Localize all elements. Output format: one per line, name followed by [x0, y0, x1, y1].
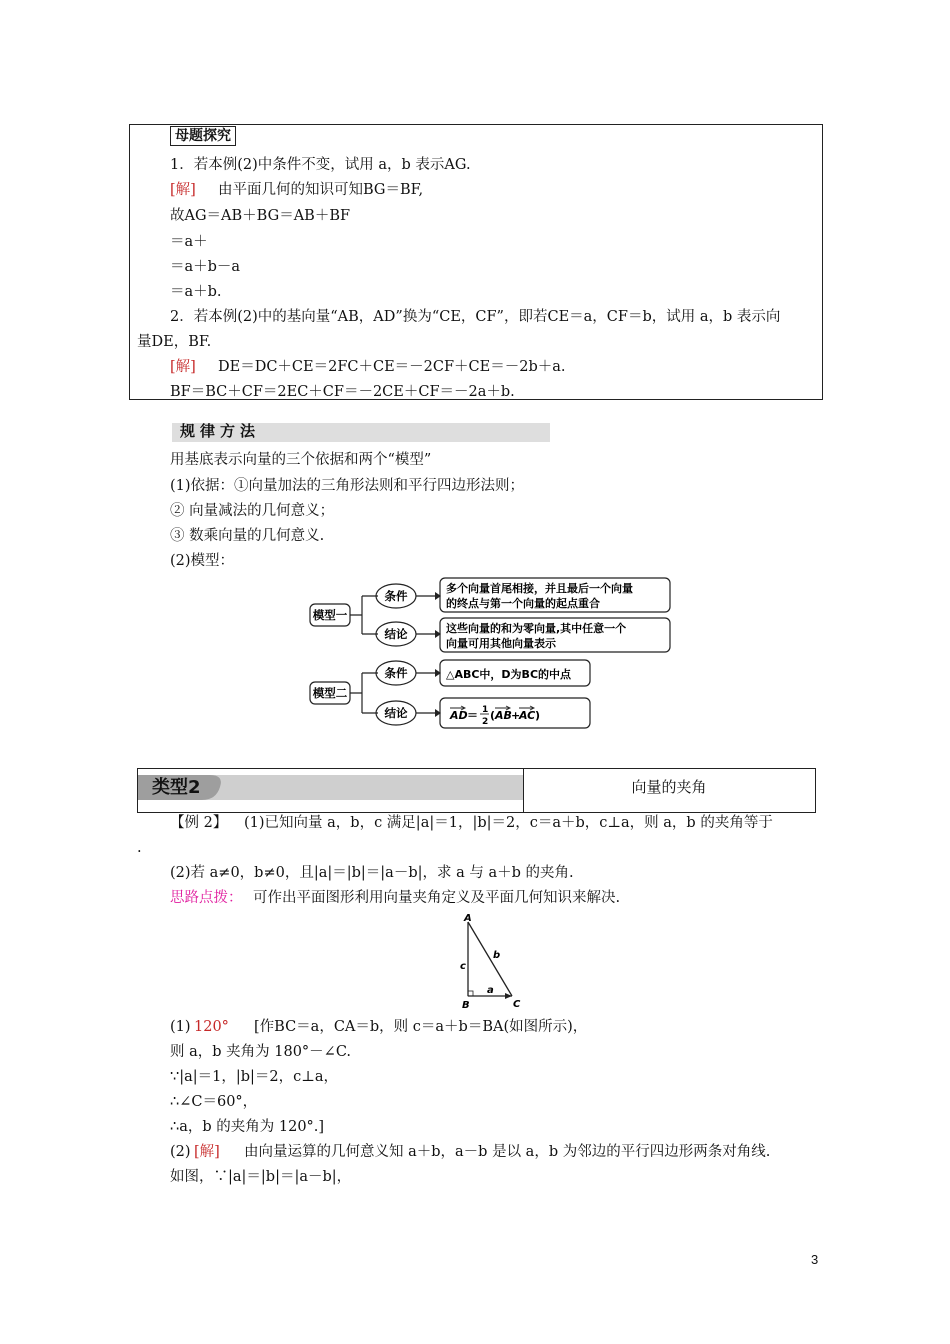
arrowheads — [435, 592, 441, 717]
explore-line-4: ＝a＋ — [170, 234, 208, 250]
right-angle-mark — [468, 991, 473, 996]
m2-conc-den: 2 — [482, 717, 489, 727]
answer-line-5: ∴a，b 的夹角为 120°.] — [170, 1119, 325, 1135]
connectors — [416, 596, 440, 713]
m1-cond-text-2: 的终点与第一个向量的起点重合 — [446, 597, 600, 610]
answer-line-3: ∵|a|＝1，|b|＝2，c⊥a， — [170, 1069, 339, 1085]
answer-part2: (2) — [170, 1144, 191, 1160]
m2-conc-close: ) — [535, 709, 541, 722]
hint-label: 思路点拨： — [170, 890, 243, 906]
label-C: C — [513, 999, 521, 1010]
m1-cond-label: 条件 — [384, 589, 408, 603]
explore-line-10: BF＝BC＋CF＝2EC＋CF＝－2CE＋CF＝－2a＋b. — [170, 384, 515, 400]
explore-line-5: ＝a＋b－a — [170, 259, 241, 275]
explore-line-2: 由平面几何的知识可知BG＝BF, — [218, 182, 424, 198]
m2-conc-label: 结论 — [384, 706, 408, 720]
m2-conc-plus: + — [511, 709, 521, 722]
example-q1: (1)已知向量 a，b，c 满足|a|＝1，|b|＝2，c＝a＋b，c⊥a，则 a，b 的夹角等于 — [244, 815, 773, 831]
label-B: B — [462, 1000, 470, 1010]
answer-line-6: 由向量运算的几何意义知 a＋b，a－b 是以 a，b 为邻边的平行四边形两条对角线. — [244, 1144, 771, 1160]
method-line-4: ③ 数乘向量的几何意义. — [170, 528, 325, 544]
method-line-1: 用基底表示向量的三个依据和两个“模型” — [170, 452, 432, 468]
answer-line-4: ∴∠C＝60°， — [170, 1094, 258, 1110]
model2-branch — [350, 673, 378, 713]
label-a: a — [487, 985, 494, 996]
type-title: 向量的夹角 — [631, 778, 707, 796]
m1-conc-text-2: 向量可用其他向量表示 — [446, 637, 556, 650]
answer-line-1: [作BC＝a，CA＝b，则 c＝a＋b＝BA(如图所示)， — [254, 1019, 588, 1035]
m2-cond-label: 条件 — [384, 666, 408, 680]
m1-conc-text-1: 这些向量的和为零向量,其中任意一个 — [446, 622, 627, 635]
model-diagram — [300, 572, 680, 737]
explore-line-6: ＝a＋b. — [170, 284, 222, 300]
example-tag: 【例 2】 — [170, 815, 228, 831]
m2-conc-ad: AD — [450, 709, 468, 722]
label-b: b — [493, 950, 501, 961]
label-c: c — [460, 961, 466, 972]
m2-conc-eq: ＝ — [467, 709, 478, 722]
m2-conc-num: 1 — [482, 705, 489, 715]
m2-cond-text: △ABC中，D为BC的中点 — [446, 668, 572, 681]
answer-value: 120° — [194, 1019, 229, 1035]
m1-conc-label: 结论 — [384, 627, 408, 641]
triangle-figure — [455, 912, 530, 1010]
model2-label: 模型二 — [312, 686, 348, 700]
explore-line-9: DE＝DC＋CE＝2FC＋CE＝－2CF＋CE＝－2b＋a. — [218, 359, 566, 375]
explore-q1: 1．若本例(2)中条件不变，试用 a，b 表示AG. — [170, 157, 471, 173]
solution-label-3: [解] — [194, 1144, 220, 1160]
explore-tag: 母题探究 — [170, 126, 236, 146]
explore-q2: 2．若本例(2)中的基向量“AB，AD”换为“CE，CF”，即若CE＝a，CF＝b，试用 a，b 表示向 — [170, 309, 781, 325]
method-title: 规律方法 — [180, 422, 261, 440]
answer-line-7: 如图，∵|a|＝|b|＝|a－b|， — [170, 1169, 352, 1185]
solution-label-1: [解] — [170, 182, 196, 198]
model1-branch — [350, 596, 378, 634]
example-q2: (2)若 a≠0，b≠0，且|a|＝|b|＝|a－b|，求 a 与 a＋b 的夹角. — [170, 865, 574, 881]
example-q1-end: . — [137, 840, 142, 856]
solution-label-2: [解] — [170, 359, 196, 375]
method-line-5: (2)模型： — [170, 553, 235, 569]
method-line-3: ② 向量减法的几何意义； — [170, 503, 335, 519]
explore-q2-cont: 量DE，BF. — [137, 334, 212, 350]
model1-label: 模型一 — [312, 608, 348, 622]
m1-cond-text-1: 多个向量首尾相接，并且最后一个向量 — [446, 582, 633, 595]
method-line-2: (1)依据：①向量加法的三角形法则和平行四边形法则； — [170, 478, 525, 494]
m2-conc-ab: AB — [495, 709, 512, 722]
type-label: 类型2 — [152, 777, 201, 798]
m2-conc-open: ( — [490, 709, 496, 722]
answer-line-2: 则 a，b 夹角为 180°－∠C. — [170, 1044, 352, 1060]
answer-part1: (1) — [170, 1019, 191, 1035]
hint-text: 可作出平面图形利用向量夹角定义及平面几何知识来解决. — [253, 890, 621, 906]
m2-conc-ac: AC — [519, 709, 536, 722]
page-number: 3 — [811, 1252, 819, 1267]
explore-line-3: 故AG＝AB＋BG＝AB＋BF — [170, 208, 351, 224]
label-A: A — [464, 913, 472, 924]
